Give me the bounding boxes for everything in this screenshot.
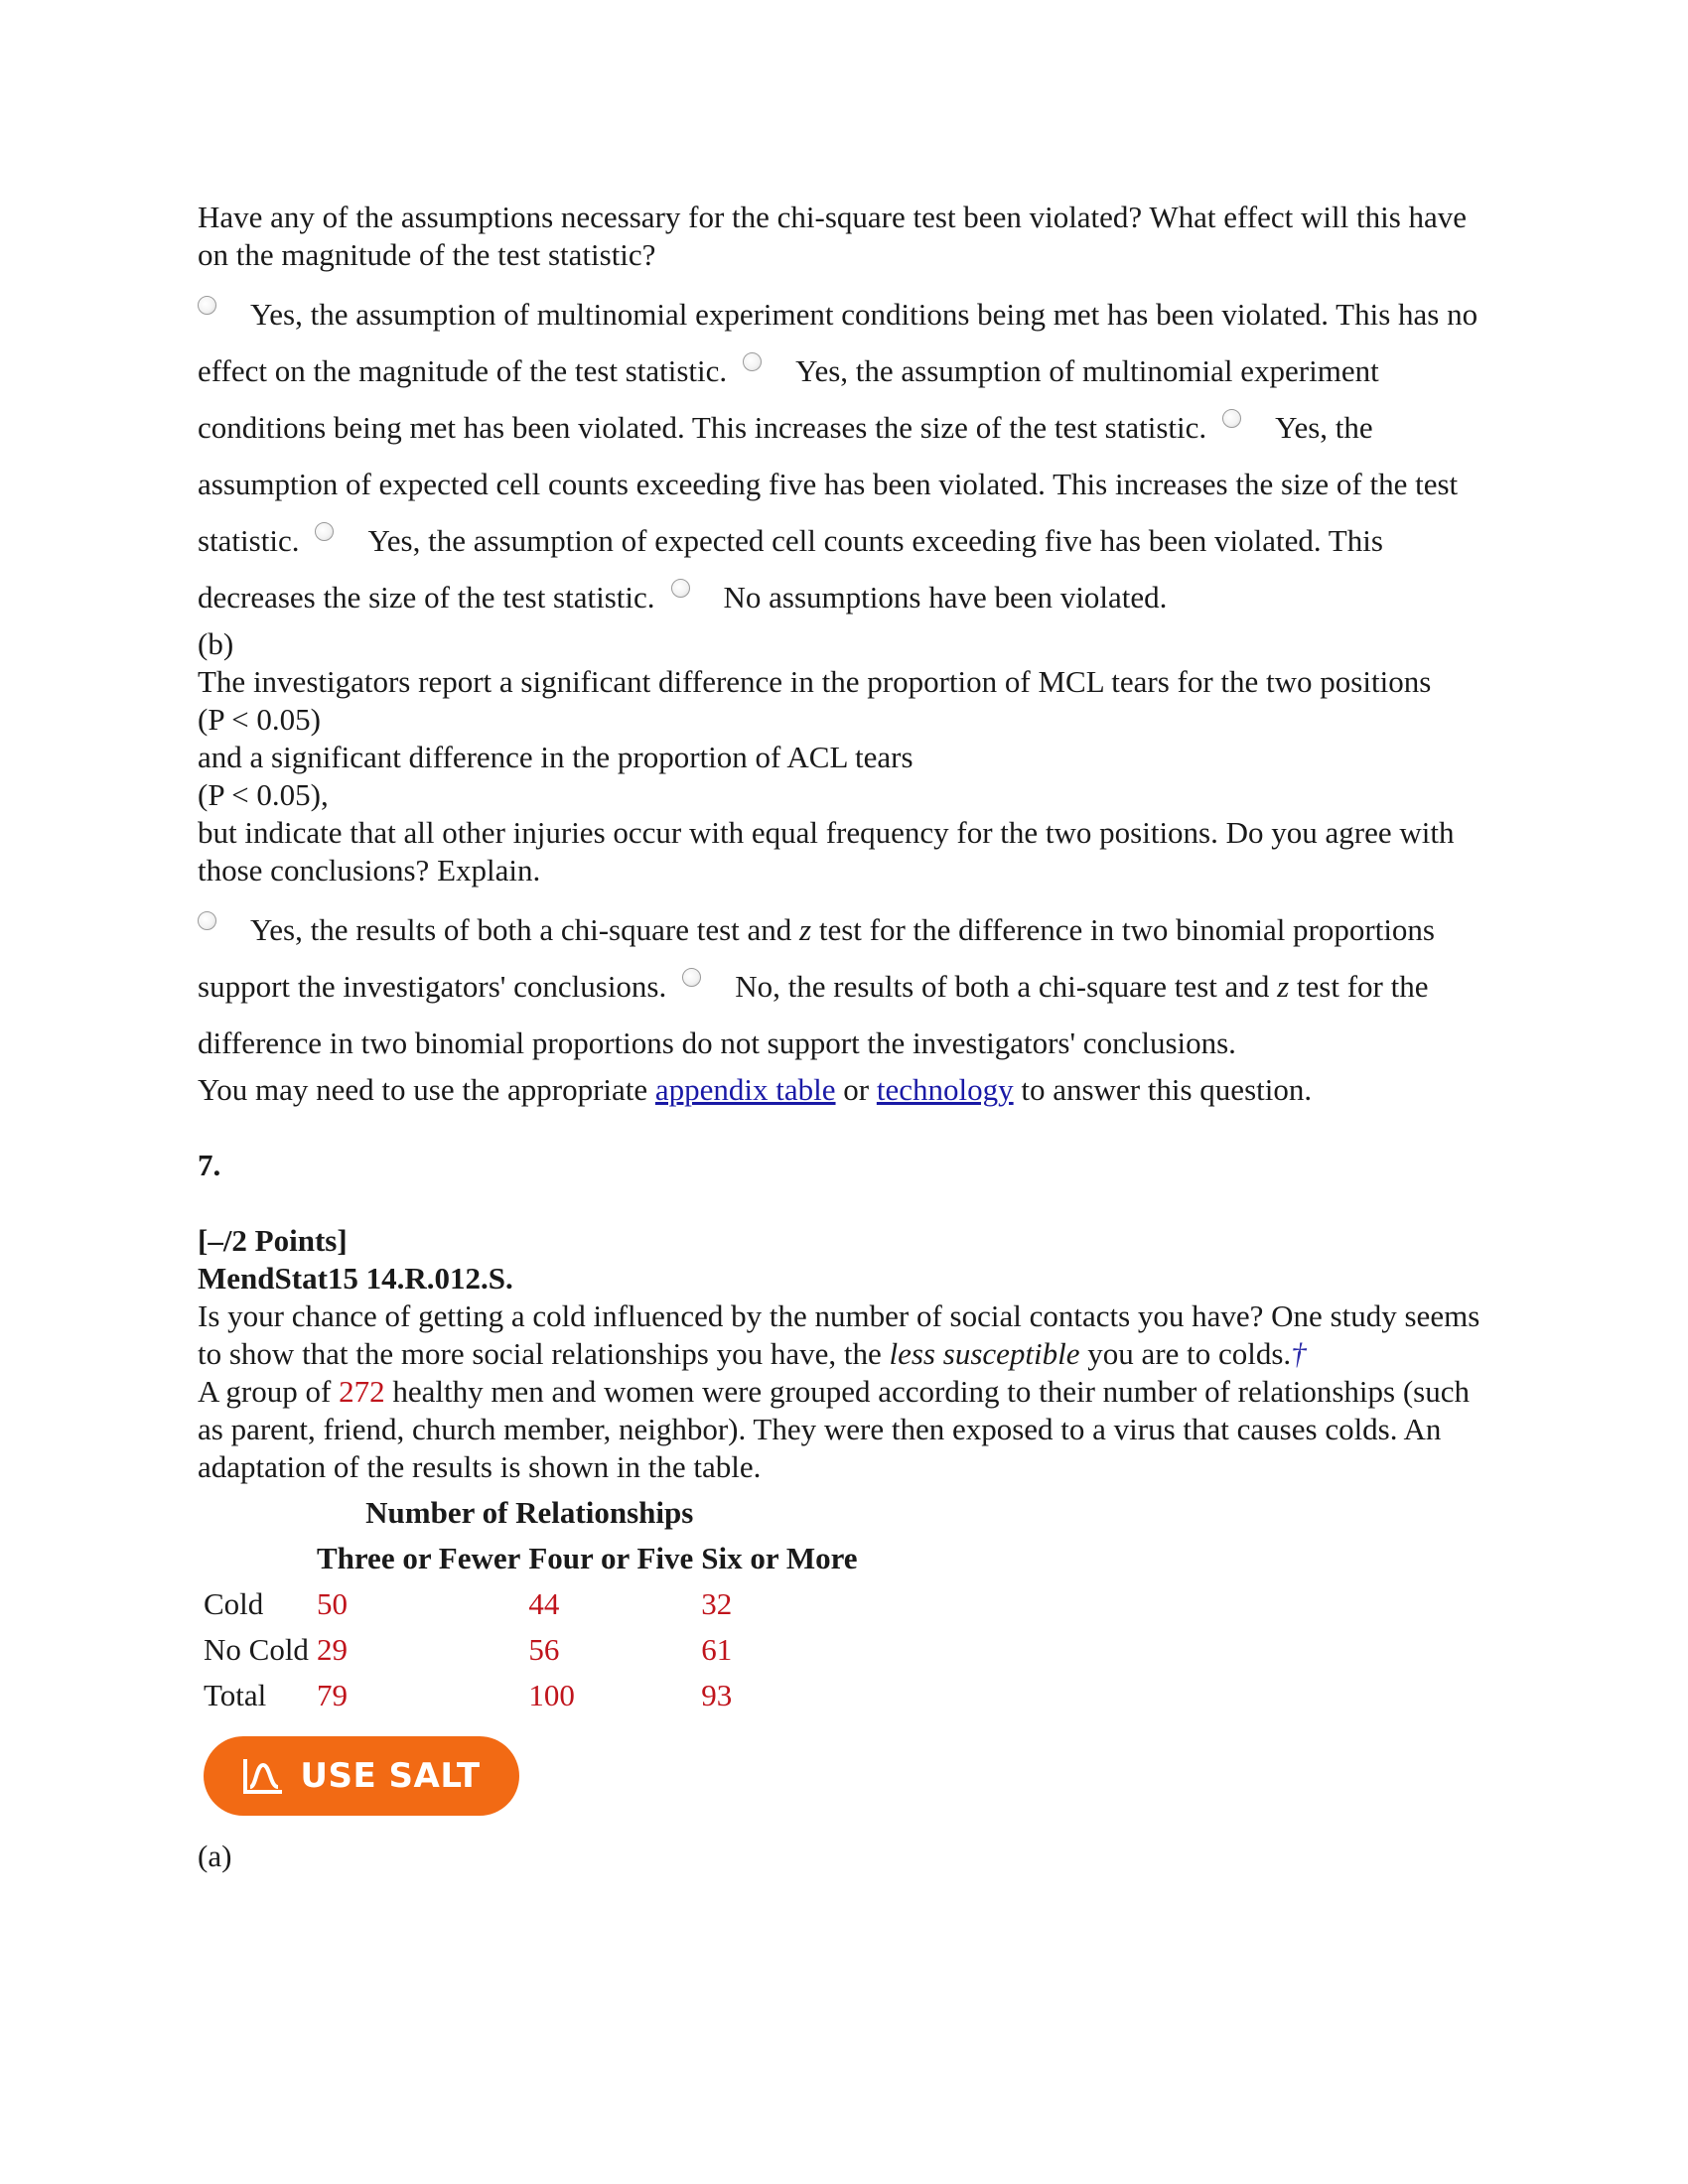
salt-chart-icon: [242, 1757, 284, 1795]
group-count: 272: [339, 1374, 385, 1409]
option-1-radio[interactable]: [198, 296, 216, 315]
option-4-text: Yes, the assumption of expected cell counts exceeding five has been violated. This decreases the size of the test statistic.: [198, 523, 1383, 614]
cell-cold-three: 50: [316, 1586, 348, 1621]
chi-square-question-prompt: Have any of the assumptions necessary for the chi-square test been violated? What effect will this have on the magnitude of the test statistic?: [198, 200, 1468, 272]
table-row: [200, 1627, 862, 1673]
table-header-corner: [200, 1536, 313, 1581]
option-4-radio[interactable]: [315, 522, 334, 541]
col-header-three-or-fewer: Three or Fewer: [316, 1541, 521, 1575]
appendix-table-link[interactable]: appendix table: [654, 1072, 836, 1107]
help-text-pre: You may need to use the appropriate: [198, 1072, 655, 1107]
col-header-six-or-more: Six or More: [701, 1541, 858, 1575]
option-5-text: No assumptions have been violated.: [723, 580, 1168, 614]
cell-cold-six: 32: [701, 1586, 733, 1621]
col-header-four-or-five: Four or Five: [528, 1541, 694, 1575]
part-b-line-2: and a significant difference in the proportion of ACL tears: [198, 740, 914, 774]
technology-link[interactable]: technology: [876, 1072, 1014, 1107]
table-title-row: [200, 1490, 862, 1536]
dagger-footnote-icon[interactable]: †: [1291, 1336, 1307, 1371]
table-corner: [200, 1490, 313, 1536]
help-text-post: to answer this question.: [1013, 1072, 1313, 1107]
intro-part-1: Is your chance of getting a cold influenced by the number of social contacts you have? One study seems to show that the more social relationships you have, the: [198, 1298, 1480, 1371]
part-a-label: (a): [198, 1839, 232, 1873]
option-3-text: Yes, the assumption of expected cell counts exceeding five has been violated. This increases the size of the test statistic.: [198, 410, 1459, 558]
part-b-p-value-2: (P < 0.05),: [198, 777, 329, 812]
part-b-option-1-var: z: [799, 912, 812, 947]
chi-square-options: [198, 286, 1488, 625]
part-b-p-value-1: (P < 0.05): [198, 702, 321, 737]
table-row: [200, 1673, 862, 1718]
question-points: [–/2 Points]: [198, 1223, 348, 1258]
use-salt-button[interactable]: [204, 1736, 519, 1816]
part-b-label: (b): [198, 626, 234, 661]
cell-total-four: 100: [528, 1678, 575, 1712]
option-2-radio[interactable]: [743, 352, 762, 371]
row-label-cold: Cold: [204, 1586, 264, 1621]
table-title: Number of Relationships: [365, 1495, 694, 1530]
intro-part-2: you are to colds.: [1079, 1336, 1292, 1371]
question-code: MendStat15 14.R.012.S.: [198, 1261, 513, 1296]
intro-part-3: A group of: [198, 1374, 340, 1409]
help-text: [198, 1071, 1488, 1109]
option-5-radio[interactable]: [671, 579, 690, 598]
use-salt-label: USE SALT: [300, 1756, 481, 1796]
row-label-no-cold: No Cold: [204, 1632, 309, 1667]
question-number: 7.: [198, 1148, 221, 1182]
option-1-text: Yes, the assumption of multinomial experiment conditions being met has been violated. This has no effect on the magnitude of the test statistic.: [198, 297, 1478, 388]
table-row: [200, 1581, 862, 1627]
part-b-option-1-pre: Yes, the results of both a chi-square test and: [250, 912, 800, 947]
intro-part-4: healthy men and women were grouped according to their number of relationships (such as parent, friend, church member, neighbor). They were then exposed to a virus that causes colds. An adaptation of the results is shown in the table.: [198, 1374, 1470, 1484]
part-b-option-2-radio[interactable]: [682, 968, 701, 987]
relationships-table: [200, 1490, 862, 1718]
cell-total-three: 79: [316, 1678, 348, 1712]
cell-nocold-four: 56: [528, 1632, 560, 1667]
intro-italic: less susceptible: [889, 1336, 1080, 1371]
part-b-option-2-pre: No, the results of both a chi-square test and: [735, 969, 1278, 1004]
cell-nocold-three: 29: [316, 1632, 348, 1667]
cell-total-six: 93: [701, 1678, 733, 1712]
part-b-line-1: The investigators report a significant difference in the proportion of MCL tears for the two positions: [198, 664, 1432, 699]
part-b-line-3: but indicate that all other injuries occur with equal frequency for the two positions. Do you agree with those conclusions? Explain.: [198, 815, 1455, 887]
row-label-total: Total: [204, 1678, 267, 1712]
part-b-option-2-post: test for the difference in two binomial proportions do not support the investigators' conclusions.: [198, 969, 1429, 1060]
question-7-intro: [198, 1297, 1488, 1486]
cell-nocold-six: 61: [701, 1632, 733, 1667]
part-b-options: [198, 901, 1488, 1071]
part-b-option-2-var: z: [1277, 969, 1290, 1004]
option-3-radio[interactable]: [1222, 409, 1241, 428]
option-2-text: Yes, the assumption of multinomial experiment conditions being met has been violated. This increases the size of the test statistic.: [198, 353, 1379, 445]
question-page: [198, 199, 1488, 1875]
help-text-mid: or: [835, 1072, 877, 1107]
part-b-option-1-post: test for the difference in two binomial proportions support the investigators' conclusions.: [198, 912, 1435, 1004]
part-b-option-1-radio[interactable]: [198, 911, 216, 930]
table-header-row: [200, 1536, 862, 1581]
cell-cold-four: 44: [528, 1586, 560, 1621]
